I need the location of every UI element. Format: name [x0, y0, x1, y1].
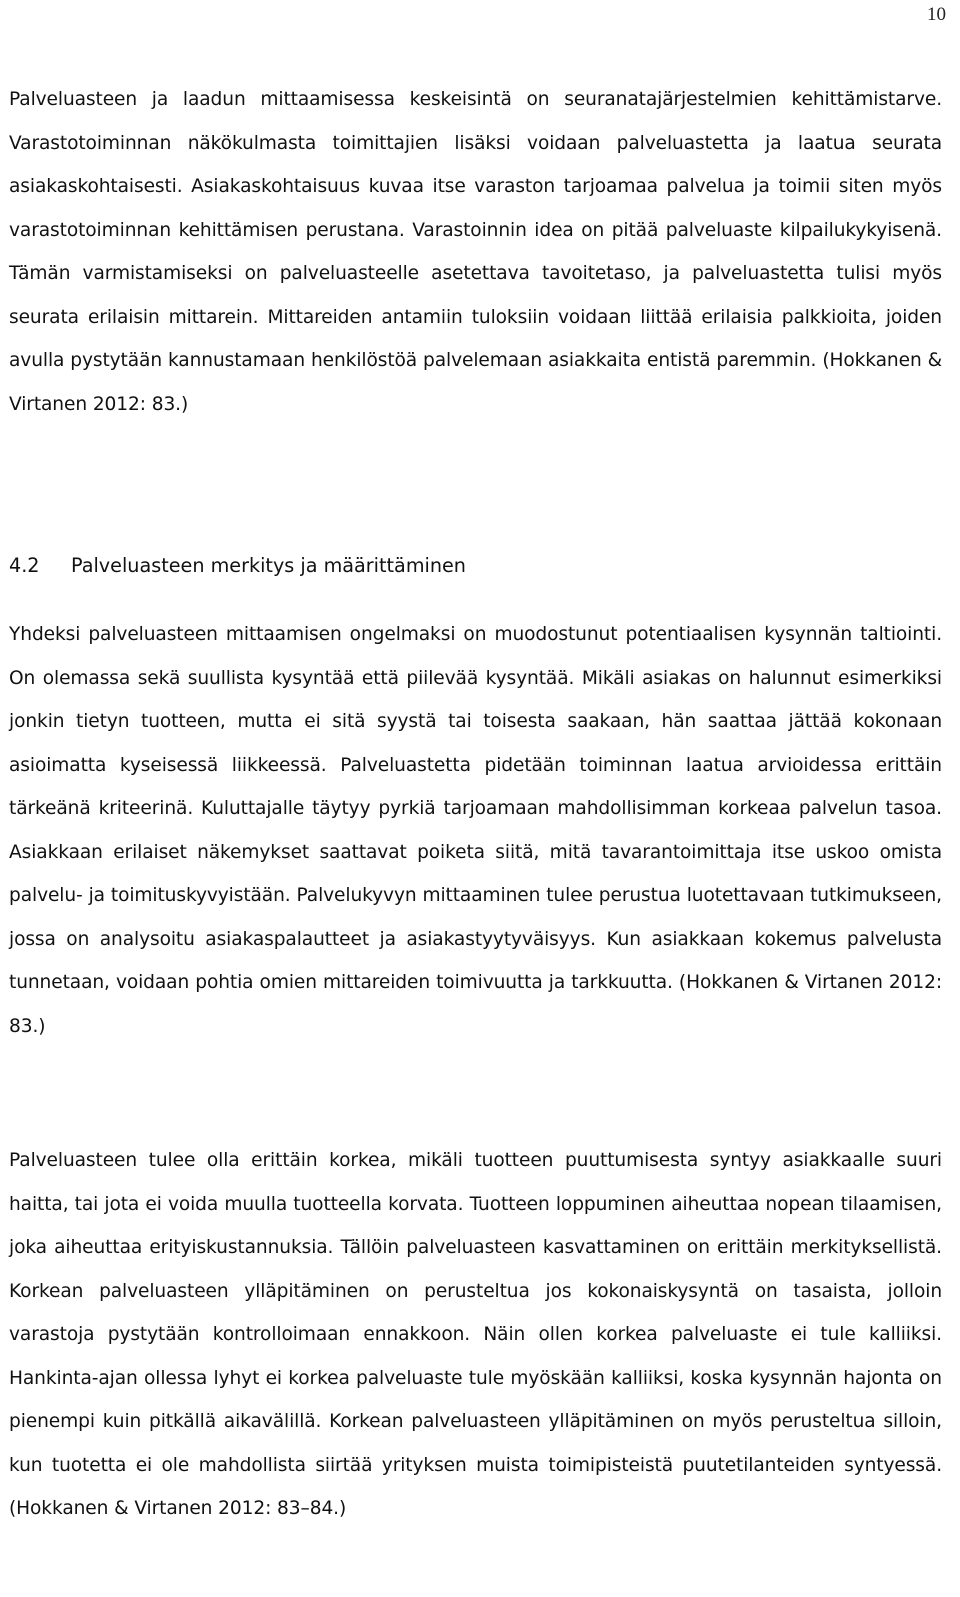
paragraph-intro: Palveluasteen ja laadun mittaamisessa keskeisintä on seuranatajärjestelmien kehittämistarve. Varastotoiminnan näkökulmasta toimittajien lisäksi voidaan palveluastetta ja laatua seurata asiakaskohtaisesti. Asiakaskohtaisuus kuvaa itse varaston tarjoamaa palvelua ja toimii siten myös varastotoiminnan kehittämisen perustana. Varastoinnin idea on pitää palveluaste kilpailukykyisenä. Tämän varmistamiseksi on palveluasteelle asetettava tavoitetaso, ja palveluastetta tulisi myös seurata erilaisin mittarein. Mittareiden antamiin tuloksiin voidaan liittää erilaisia palkkioita, joiden avulla pystytään kannustamaan henkilöstöä palvelemaan asiakkaita entistä paremmin. (Hokkanen & Virtanen 2012: 83.): [9, 89, 942, 415]
paragraph-service-level: Palveluasteen tulee olla erittäin korkea, mikäli tuotteen puuttumisesta syntyy asiakkaalle suuri haitta, tai jota ei voida muulla tuotteella korvata. Tuotteen loppuminen aiheuttaa nopean tilaamisen, joka aiheuttaa erityiskustannuksia. Tällöin palveluasteen kasvattaminen on erittäin merkityksellistä. Korkean palveluasteen ylläpitäminen on perusteltua jos kokonaiskysyntä on tasaista, jolloin varastoja pystytään kontrolloimaan ennakkoon. Näin ollen korkea palveluaste ei tule kalliiksi. Hankinta-ajan ollessa lyhyt ei korkea palveluaste tule myöskään kalliiksi, koska kysynnän hajonta on pienempi kuin pitkällä aikavälillä. Korkean palveluasteen ylläpitäminen on myös perusteltua silloin, kun tuotetta ei ole mahdollista siirtää yrityksen muista toimipisteistä puutetilanteiden syntyessä. (Hokkanen & Virtanen 2012: 83–84.): [9, 1150, 942, 1519]
section-title: Palveluasteen merkitys ja määrittäminen: [71, 554, 466, 577]
page-number: 10: [927, 4, 946, 25]
section-heading: [9, 546, 466, 586]
section-number: 4.2: [9, 554, 40, 577]
paragraph-demand: Yhdeksi palveluasteen mittaamisen ongelmaksi on muodostunut potentiaalisen kysynnän taltiointi. On olemassa sekä suullista kysyntää että piilevää kysyntää. Mikäli asiakas on halunnut esimerkiksi jonkin tietyn tuotteen, mutta ei sitä syystä tai toisesta saakaan, hän saattaa jättää kokonaan asioimatta kyseisessä liikkeessä. Palveluastetta pidetään toiminnan laatua arvioidessa erittäin tärkeänä kriteerinä. Kuluttajalle täytyy pyrkiä tarjoamaan mahdollisimman korkeaa palvelun tasoa. Asiakkaan erilaiset näkemykset saattavat poiketa siitä, mitä tavarantoimittaja itse uskoo omista palvelu- ja toimituskyvyistään. Palvelukyvyn mittaaminen tulee perustua luotettavaan tutkimukseen, jossa on analysoitu asiakaspalautteet ja asiakastyytyväisyys. Kun asiakkaan kokemus palvelusta tunnetaan, voidaan pohtia omien mittareiden toimivuutta ja tarkkuutta. (Hokkanen & Virtanen 2012: 83.): [9, 624, 942, 1037]
